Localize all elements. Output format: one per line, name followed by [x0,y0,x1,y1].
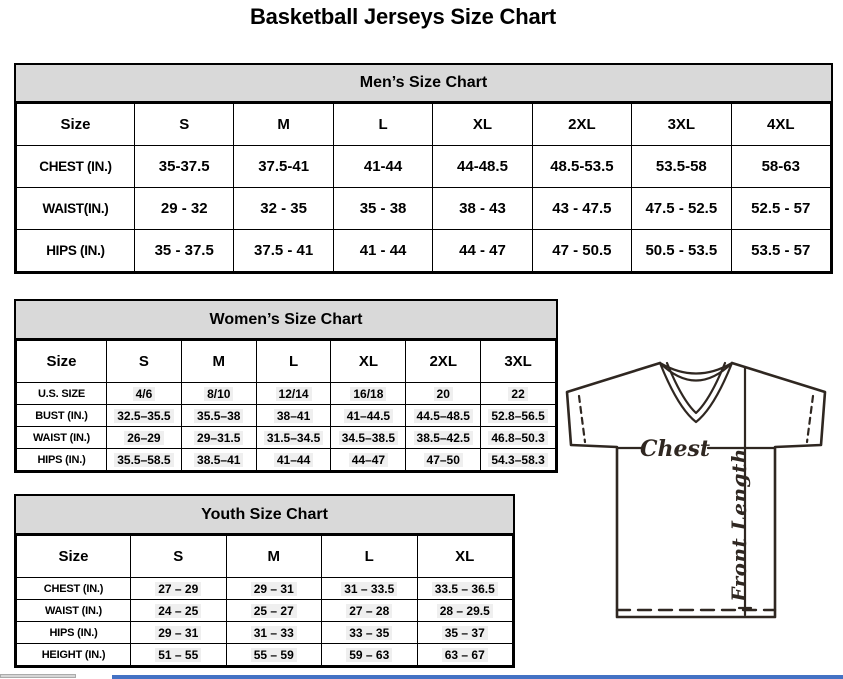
womens-size-chart-panel [14,299,558,473]
vneck-collar-icon [660,363,732,422]
row-label: HIPS (IN.) [17,230,135,272]
size-value-cell: 27 – 28 [322,600,418,622]
size-value-cell: 38.5–41 [181,449,256,471]
size-value-cell: 33 – 35 [322,622,418,644]
size-value-cell: 35.5–58.5 [107,449,182,471]
table-row [17,578,513,600]
column-header: XL [417,536,513,578]
table-row [17,405,556,427]
youth-size-table [16,535,513,666]
front-length-label: Front Length [727,448,751,602]
size-value-cell: 47 - 50.5 [532,230,631,272]
size-header-row [17,341,556,383]
column-header: S [107,341,182,383]
mens-size-table [16,103,831,272]
size-value-cell: 41–44.5 [331,405,406,427]
size-value-cell: 46.8–50.3 [481,427,556,449]
row-label: U.S. SIZE [17,383,107,405]
size-value-cell: 29 – 31 [131,622,227,644]
size-value-cell: 47–50 [406,449,481,471]
size-value-cell: 44–47 [331,449,406,471]
column-header: 3XL [481,341,556,383]
column-header: S [135,104,234,146]
size-value-cell: 20 [406,383,481,405]
size-value-cell: 28 – 29.5 [417,600,513,622]
table-row [17,427,556,449]
mens-size-chart-panel [14,63,833,274]
size-value-cell: 41 - 44 [333,230,432,272]
table-row [17,644,513,666]
column-header: M [226,536,322,578]
size-value-cell: 54.3–58.3 [481,449,556,471]
size-value-cell: 44 - 47 [433,230,532,272]
size-value-cell: 44-48.5 [433,146,532,188]
size-value-cell: 50.5 - 53.5 [632,230,731,272]
size-value-cell: 41-44 [333,146,432,188]
column-header: XL [433,104,532,146]
size-value-cell: 31 – 33.5 [322,578,418,600]
size-value-cell: 41–44 [256,449,331,471]
table-row [17,230,831,272]
row-label: WAIST(IN.) [17,188,135,230]
size-value-cell: 58-63 [731,146,830,188]
size-value-cell: 35 - 38 [333,188,432,230]
size-value-cell: 37.5 - 41 [234,230,333,272]
size-value-cell: 24 – 25 [131,600,227,622]
size-value-cell: 31 – 33 [226,622,322,644]
size-value-cell: 52.5 - 57 [731,188,830,230]
size-value-cell: 55 – 59 [226,644,322,666]
column-header: 4XL [731,104,830,146]
row-label: HEIGHT (IN.) [17,644,131,666]
size-value-cell: 34.5–38.5 [331,427,406,449]
size-value-cell: 35 - 37.5 [135,230,234,272]
column-header: S [131,536,227,578]
size-value-cell: 53.5 - 57 [731,230,830,272]
size-value-cell: 38 - 43 [433,188,532,230]
column-header: 2XL [532,104,631,146]
column-header: M [181,341,256,383]
column-header: Size [17,536,131,578]
size-value-cell: 37.5-41 [234,146,333,188]
size-value-cell: 44.5–48.5 [406,405,481,427]
youth-chart-title: Youth Size Chart [16,496,513,535]
jersey-measurement-diagram [556,360,843,626]
scrollbar-thumb[interactable] [112,675,843,679]
size-value-cell: 16/18 [331,383,406,405]
column-header: Size [17,104,135,146]
size-value-cell: 12/14 [256,383,331,405]
size-value-cell: 35-37.5 [135,146,234,188]
size-value-cell: 25 – 27 [226,600,322,622]
table-row [17,622,513,644]
row-label: WAIST (IN.) [17,600,131,622]
size-value-cell: 47.5 - 52.5 [632,188,731,230]
table-row [17,146,831,188]
scrollbar-track-segment[interactable] [0,674,76,678]
size-value-cell: 29 – 31 [226,578,322,600]
row-label: BUST (IN.) [17,405,107,427]
row-label: CHEST (IN.) [17,146,135,188]
column-header: M [234,104,333,146]
size-value-cell: 35.5–38 [181,405,256,427]
column-header: L [322,536,418,578]
size-header-row [17,536,513,578]
column-header: 3XL [632,104,731,146]
table-row [17,383,556,405]
size-value-cell: 63 – 67 [417,644,513,666]
size-header-row [17,104,831,146]
size-value-cell: 48.5-53.5 [532,146,631,188]
size-value-cell: 52.8–56.5 [481,405,556,427]
womens-chart-title: Women’s Size Chart [16,301,556,340]
size-value-cell: 59 – 63 [322,644,418,666]
size-value-cell: 32.5–35.5 [107,405,182,427]
size-value-cell: 38.5–42.5 [406,427,481,449]
size-value-cell: 51 – 55 [131,644,227,666]
column-header: L [256,341,331,383]
size-value-cell: 43 - 47.5 [532,188,631,230]
column-header: L [333,104,432,146]
size-value-cell: 29 - 32 [135,188,234,230]
table-row [17,600,513,622]
row-label: HIPS (IN.) [17,622,131,644]
row-label: WAIST (IN.) [17,427,107,449]
size-value-cell: 35 – 37 [417,622,513,644]
mens-chart-title: Men’s Size Chart [16,65,831,103]
size-value-cell: 8/10 [181,383,256,405]
size-value-cell: 4/6 [107,383,182,405]
row-label: HIPS (IN.) [17,449,107,471]
size-value-cell: 53.5-58 [632,146,731,188]
size-value-cell: 22 [481,383,556,405]
size-value-cell: 33.5 – 36.5 [417,578,513,600]
chest-label: Chest [639,436,711,462]
size-value-cell: 29–31.5 [181,427,256,449]
jersey-outline-icon [567,363,825,617]
womens-size-table [16,340,556,471]
page-title: Basketball Jerseys Size Chart [249,4,557,29]
size-value-cell: 32 - 35 [234,188,333,230]
size-value-cell: 26–29 [107,427,182,449]
column-header: 2XL [406,341,481,383]
column-header: Size [17,341,107,383]
table-row [17,188,831,230]
size-value-cell: 31.5–34.5 [256,427,331,449]
youth-size-chart-panel [14,494,515,668]
column-header: XL [331,341,406,383]
size-value-cell: 27 – 29 [131,578,227,600]
size-value-cell: 38–41 [256,405,331,427]
row-label: CHEST (IN.) [17,578,131,600]
table-row [17,449,556,471]
